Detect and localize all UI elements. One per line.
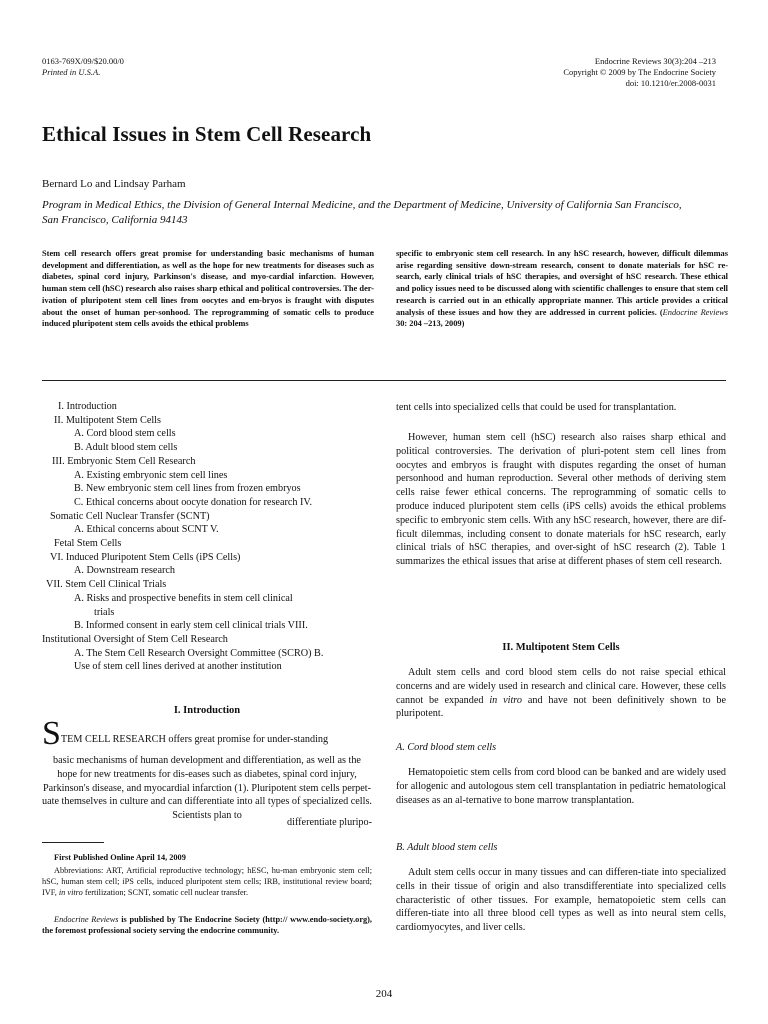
abstract-right-text: specific to embryonic stem cell research. In any hSC research, however, difficult dilemmas arise regarding sensitive down-stream research, consent to donate materials for hSC re-search, early clinical trials of hSC therapies, and oversight of hSC research. These ethical and policy issues need to be discussed along with scientific challenges to ensure that stem cell research is carried out in an ethically appropriate manner. This article provides a critical analysis of these issues and how they are addressed in current policies. (396, 249, 728, 317)
toc-item: B. Informed consent in early stem cell clinical trials VIII. (74, 620, 308, 632)
toc-item: A. The Stem Cell Research Oversight Committee (SCRO) B. (74, 647, 324, 659)
issn-line: 0163-769X/09/$20.00/0 (42, 56, 124, 66)
intro-heading: I. Introduction (173, 705, 241, 716)
subsection-b-heading: B. Adult blood stem cells (396, 842, 498, 853)
right-col-paragraph-1: tent cells into specialized cells that could be used for transplantation. (396, 402, 677, 413)
abstract-citation: (Endocrine Reviews 30: 204 –213, 2009) (396, 307, 729, 329)
section-divider (42, 380, 726, 381)
doi-line: doi: 10.1210/er.2008-0031 (625, 78, 716, 88)
subsection-b-text: Adult stem cells occur in many tissues and can differen-tiate into specialized cells in their tissue of origin and also transdifferentiate into specialized cells characteristic of other tissues. For example, hematopoietic stem cells can differen-tiate into all three blood cell types as well as into neural stem cells, cardiomyocytes, and liver cells. (396, 867, 726, 934)
abbreviations-note: Abbreviations: ART, Artificial reproductive technology; hESC, hu-man embryonic stem cell; hSC, human stem cell; iPS cells, induced pluripotent stem cells; IRB, institutional review board; IVF, in vitro fertilization; SCNT, somatic cell nuclear transfer. (42, 866, 372, 897)
toc-item: II. Multipotent Stem Cells (54, 414, 161, 426)
toc-item: Institutional Oversight of Stem Cell Research (42, 633, 228, 645)
section-2-paragraph: Adult stem cells and cord blood stem cells do not raise special ethical concerns and are widely used in research and clinical care. However, these cells cannot be expanded in vitro and have not been definitively shown to be pluripotent. (396, 667, 727, 720)
copyright-line: Copyright © 2009 by The Endocrine Society (563, 67, 716, 77)
toc-item: A. Risks and prospective benefits in stem cell clinical (74, 592, 293, 604)
article-title: Ethical Issues in Stem Cell Research (42, 122, 372, 146)
toc-item: B. Adult blood stem cells (74, 442, 178, 454)
toc-item: trials (94, 606, 115, 618)
right-col-paragraph-2: However, human stem cell (hSC) research also raises sharp ethical and political controversies. The derivation of pluri-potent stem cell lines from oocytes and embryos is fraught with disputes regarding the onset of human personhood and human reproduction. Several other methods of deriving stem cells raise fewer ethical concerns. The reprogramming of somatic cells to produce induced pluripotent stem cells (iPS cells) avoids the ethical problems specific to embryonic stem cells. With any hSC research, however, there are dif-ficult dilemmas, including consent to donate materials for hSC research, early clinical trials of hSC therapies, and over-sight of hSC research (2). Table 1 summarizes the ethical issues that arise at different phases of stem cell research. (396, 432, 726, 568)
toc-item: B. New embryonic stem cell lines from frozen embryos (74, 483, 301, 495)
toc-item: III. Embryonic Stem Cell Research (52, 455, 196, 467)
first-published-note: First Published Online April 14, 2009 (54, 853, 186, 862)
intro-first-line (42, 715, 372, 752)
journal-code-header (42, 56, 124, 78)
intro-body-text: basic mechanisms of human development and differentiation, as well as the hope for new treatments for dis-eases such as diabetes, spinal cord injury, Parkinson's disease, and myocardial infarction (1). Pluripotent stem cells perpet-uate themselves in culture and can differentiate into all types of specialized cells. Scientists plan to (42, 755, 372, 822)
publisher-note: Endocrine Reviews is published by The Endocrine Society (http:// www.endo-society.org), the foremost professional society serving the endocrine community. (42, 915, 372, 935)
page-number: 204 (375, 988, 393, 1000)
author-list: Bernard Lo and Lindsay Parham (42, 178, 186, 190)
toc-item: Use of stem cell lines derived at another institution (74, 661, 282, 673)
toc-item: A. Existing embryonic stem cell lines (74, 469, 228, 481)
subsection-a-text: Hematopoietic stem cells from cord blood can be banked and are widely used for allogenic and autologous stem cell transplantation in pediatric hematological diseases as an al-ternative to bone marrow transplantation. (396, 767, 726, 806)
toc-item: A. Downstream research (74, 565, 175, 577)
section-2-heading: II. Multipotent Stem Cells (502, 642, 620, 653)
drop-cap: S (42, 715, 61, 752)
toc-item: A. Ethical concerns about SCNT V. (74, 524, 219, 536)
citation-header (563, 56, 716, 89)
toc-item: I. Introduction (58, 401, 117, 412)
abstract-left-column: Stem cell research offers great promise for understanding basic mechanisms of human development and differentiation, as well as the hope for new treatments for diseases such as diabetes, spinal cord injury, Parkinson's disease, and myo-cardial infarction. However, human stem cell (hSC) research also raises sharp ethical and political controversies. The der-ivation of pluripotent stem cell lines from oocytes and em-bryos is fraught with disputes about the onset of human per-sonhood. The reprogramming of somatic cells to produce induced pluripotent stem cells avoids the ethical problems (42, 249, 374, 329)
author-affiliation: Program in Medical Ethics, the Division of General Internal Medicine, and the Department of Medicine, University of California San Francisco, San Francisco, California 94143 (42, 199, 682, 226)
printed-in-line: Printed in U.S.A. (42, 67, 101, 77)
intro-first-line-text: TEM CELL RESEARCH offers great promise for under-standing (60, 734, 329, 745)
toc-item: A. Cord blood stem cells (74, 428, 176, 440)
footnote-divider (42, 842, 104, 843)
subsection-a-heading: A. Cord blood stem cells (396, 742, 497, 753)
abstract-right-column (396, 248, 728, 330)
table-of-contents (42, 400, 382, 674)
toc-item: VII. Stem Cell Clinical Trials (46, 579, 167, 591)
intro-last-line: differentiate pluripo- (287, 817, 372, 828)
toc-item: Somatic Cell Nuclear Transfer (SCNT) (50, 510, 210, 522)
journal-volume-line: Endocrine Reviews 30(3):204 –213 (594, 56, 716, 66)
toc-item: VI. Induced Pluripotent Stem Cells (iPS Cells) (50, 551, 241, 563)
toc-item: Fetal Stem Cells (54, 538, 122, 550)
toc-item: C. Ethical concerns about oocyte donation for research IV. (74, 496, 313, 508)
